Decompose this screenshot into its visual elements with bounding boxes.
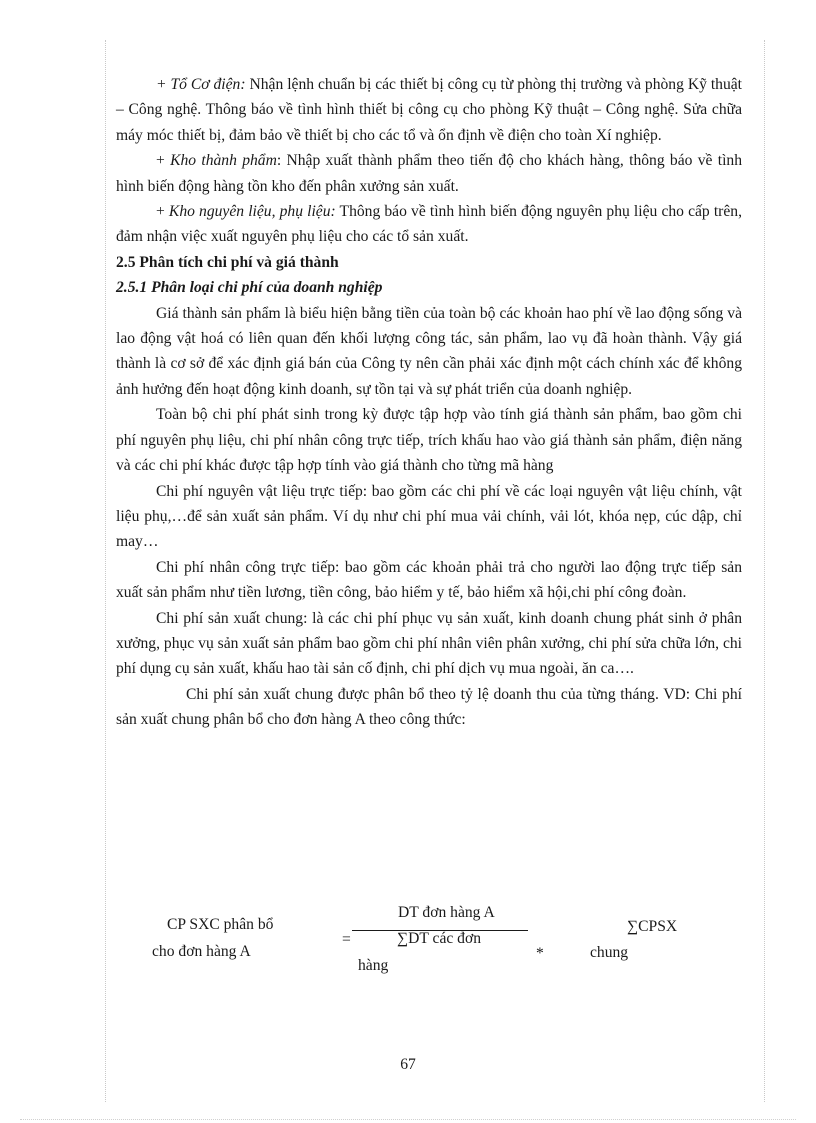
paragraph-text: : Nhập xuất thành phẩm theo tiến độ cho khách hàng, thông báo về tình hình biến động hàng tồn kho đến phân xưởng sản xuất. bbox=[116, 152, 742, 195]
formula-denominator-cont: hàng bbox=[358, 957, 389, 974]
page-number: 67 bbox=[400, 1056, 416, 1073]
paragraph-kho-thanh-pham bbox=[116, 148, 742, 199]
paragraph-cp-nhan-cong: Chi phí nhân công trực tiếp: bao gồm các khoản phải trả cho người lao động trực tiếp sản xuất sản phẩm như tiền lương, tiền công, bảo hiểm y tế, bảo hiểm xã hội,chi phí công đoàn. bbox=[116, 558, 742, 602]
paragraph-to-co-dien bbox=[116, 72, 742, 148]
bullet-prefix: + bbox=[156, 203, 169, 221]
formula-multiply: * bbox=[536, 945, 544, 962]
page-bottom-rule bbox=[20, 1119, 796, 1120]
section-heading: 2.5 Phân tích chi phí và giá thành bbox=[116, 253, 339, 271]
formula-rhs-line2: chung bbox=[590, 944, 629, 961]
bullet-prefix: + bbox=[156, 152, 171, 170]
document-body bbox=[116, 72, 742, 733]
formula-lhs-line1: CP SXC phân bổ bbox=[167, 916, 274, 933]
paragraph-cp-nguyen-vat-lieu: Chi phí nguyên vật liệu trực tiếp: bao gồm các chi phí về các loại nguyên vật liệu chính, vật liệu phụ,…để sản xuất sản phẩm. Ví dụ như chi phí mua vải chính, vải lót, khóa nẹp, cúc dập, chỉ may… bbox=[116, 482, 742, 551]
formula-lhs-line2: cho đơn hàng A bbox=[152, 943, 251, 960]
paragraph-kho-nguyen-lieu bbox=[116, 199, 742, 250]
formula-equals: = bbox=[342, 931, 351, 948]
formula-rhs-line1: ∑CPSX bbox=[627, 918, 678, 935]
paragraph-label: Kho nguyên liệu, phụ liệu: bbox=[168, 203, 336, 221]
paragraph-toan-bo-chi-phi: Toàn bộ chi phí phát sinh trong kỳ được tập hợp vào tính giá thành sản phẩm, bao gồm chi phí nguyên phụ liệu, chi phí nhân công trực tiếp, trích khấu hao vào giá thành sản phẩm, điện năng và các chi phí khác được tập hợp tính vào giá thành cho từng mã hàng bbox=[116, 406, 742, 475]
paragraph-label: + Tổ Cơ điện: bbox=[156, 76, 246, 93]
paragraph-label: Kho thành phẩm bbox=[170, 152, 277, 170]
paragraph-phan-bo: Chi phí sản xuất chung được phân bổ theo tỷ lệ doanh thu của từng tháng. VD: Chi phí sản xuất chung phân bổ cho đơn hàng A theo công thức: bbox=[116, 685, 742, 729]
formula-denominator: ∑DT các đơn bbox=[397, 930, 482, 947]
formula-numerator: DT đơn hàng A bbox=[398, 904, 495, 921]
paragraph-text: Thông báo về tình hình biến động nguyên phụ liệu cho cấp trên, đảm nhận việc xuất nguyên phụ liệu cho các tổ sản xuất. bbox=[116, 203, 742, 246]
paragraph-gia-thanh: Giá thành sản phẩm là biểu hiện bằng tiền của toàn bộ các khoản hao phí về lao động sống và lao động vật hoá có liên quan đến khối lượng công tác, sản phẩm, lao vụ đã hoàn thành. Vậy giá thành là cơ sở để xác định giá bán của Công ty nên cần phải xác định một cách chính xác để không ảnh hưởng đến hoạt động kinh doanh, sự tồn tại và sự phát triển của doanh nghiệp. bbox=[116, 304, 742, 398]
subsection-heading: 2.5.1 Phân loại chi phí của doanh nghiệp bbox=[116, 279, 383, 297]
paragraph-cp-san-xuat-chung: Chi phí sản xuất chung: là các chi phí phục vụ sản xuất, kinh doanh chung phát sinh ở phân xưởng, phục vụ sản xuất sản phẩm bao gồm chi phí nhân viên phân xưởng, chi phí sửa chữa lớn, chi phí dụng cụ sản xuất, khấu hao tài sản cố định, chi phí dịch vụ mua ngoài, ăn ca…. bbox=[116, 609, 742, 678]
paragraph-text: Nhận lệnh chuẩn bị các thiết bị công cụ từ phòng thị trường và phòng Kỹ thuật – Công nghệ. Thông báo về tình hình thiết bị công cụ cho phòng Kỹ thuật – Công nghệ. Sửa chữa máy móc thiết bị, đảm bảo về thiết bị cho các tổ và ổn định về điện cho toàn Xí nghiệp. bbox=[116, 76, 743, 144]
